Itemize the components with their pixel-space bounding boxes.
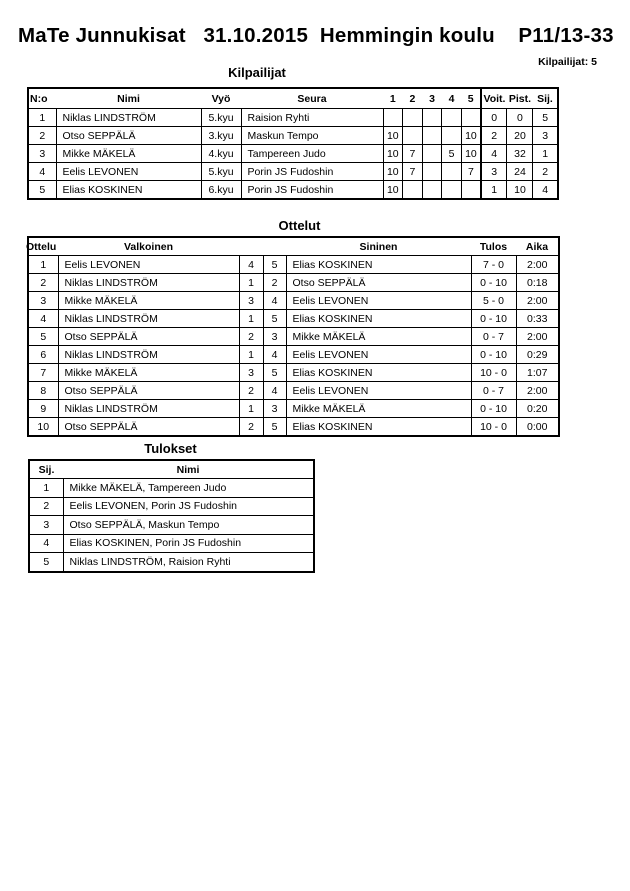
cell-score-4 [442, 109, 462, 127]
match-row [28, 364, 559, 382]
cell-blue-name: Elias KOSKINEN [286, 310, 471, 328]
cell-score-4: 5 [442, 145, 462, 163]
competitor-row [28, 145, 558, 163]
cell-no: 1 [28, 109, 56, 127]
cell-blue-name: Elias KOSKINEN [286, 364, 471, 382]
match-row [28, 292, 559, 310]
cell-white-name: Otso SEPPÄLÄ [58, 382, 239, 400]
cell-match-no: 3 [28, 292, 58, 310]
cell-result: 0 - 10 [471, 400, 516, 418]
cell-points: 0 [507, 109, 533, 127]
cell-time: 1:07 [516, 364, 559, 382]
cell-club: Porin JS Fudoshin [241, 181, 383, 200]
cell-time: 0:33 [516, 310, 559, 328]
cell-club: Maskun Tempo [241, 127, 383, 145]
cell-blue-no: 5 [263, 418, 286, 437]
cell-score-5 [461, 109, 481, 127]
cell-white-name: Niklas LINDSTRÖM [58, 274, 239, 292]
col-header-match-no: Ottelu [28, 237, 58, 256]
cell-white-name: Niklas LINDSTRÖM [58, 310, 239, 328]
result-row [29, 479, 314, 498]
col-header-round-4: 4 [442, 88, 462, 109]
cell-score-3 [422, 127, 442, 145]
cell-points: 24 [507, 163, 533, 181]
cell-score-4 [442, 127, 462, 145]
competitors-header-row [28, 88, 558, 109]
cell-white-name: Otso SEPPÄLÄ [58, 418, 239, 437]
cell-name: Niklas LINDSTRÖM [56, 109, 201, 127]
cell-white-name: Eelis LEVONEN [58, 256, 239, 274]
cell-time: 2:00 [516, 328, 559, 346]
cell-club: Porin JS Fudoshin [241, 163, 383, 181]
results-table [28, 459, 315, 573]
col-header-blue: Sininen [286, 237, 471, 256]
cell-name: Eelis LEVONEN [56, 163, 201, 181]
cell-club: Tampereen Judo [241, 145, 383, 163]
cell-white-no: 1 [239, 400, 263, 418]
cell-blue-name: Eelis LEVONEN [286, 346, 471, 364]
cell-white-no: 1 [239, 274, 263, 292]
col-header-round-3: 3 [422, 88, 442, 109]
cell-points: 10 [507, 181, 533, 200]
cell-white-no: 3 [239, 364, 263, 382]
section-heading-results: Tulokset [144, 441, 197, 456]
cell-name: Mikke MÄKELÄ, Tampereen Judo [63, 479, 314, 498]
competitor-row [28, 109, 558, 127]
cell-score-3 [422, 109, 442, 127]
result-row [29, 553, 314, 572]
cell-result: 0 - 10 [471, 310, 516, 328]
cell-time: 0:00 [516, 418, 559, 437]
cell-match-no: 4 [28, 310, 58, 328]
cell-match-no: 2 [28, 274, 58, 292]
cell-rank: 2 [29, 497, 63, 516]
cell-score-1: 10 [383, 181, 403, 200]
cell-no: 4 [28, 163, 56, 181]
cell-match-no: 9 [28, 400, 58, 418]
competitor-row [28, 127, 558, 145]
cell-belt: 4.kyu [201, 145, 241, 163]
cell-blue-no: 5 [263, 256, 286, 274]
cell-white-no: 3 [239, 292, 263, 310]
col-header-no: N:o [28, 88, 56, 109]
cell-match-no: 1 [28, 256, 58, 274]
col-header-name: Nimi [56, 88, 201, 109]
competitors-count-label: Kilpailijat: 5 [538, 56, 597, 68]
col-header-club: Seura [241, 88, 383, 109]
cell-white-no: 2 [239, 382, 263, 400]
cell-result: 0 - 10 [471, 346, 516, 364]
cell-score-5 [461, 181, 481, 200]
cell-belt: 5.kyu [201, 163, 241, 181]
cell-wins: 2 [481, 127, 507, 145]
col-header-name: Nimi [63, 460, 314, 479]
cell-rank: 2 [533, 163, 558, 181]
cell-rank: 1 [533, 145, 558, 163]
cell-score-3 [422, 163, 442, 181]
cell-score-2: 7 [403, 163, 423, 181]
col-header-belt: Vyö [201, 88, 241, 109]
col-header-white: Valkoinen [58, 237, 239, 256]
cell-wins: 0 [481, 109, 507, 127]
cell-no: 5 [28, 181, 56, 200]
match-row [28, 256, 559, 274]
cell-result: 0 - 7 [471, 328, 516, 346]
cell-score-1: 10 [383, 127, 403, 145]
cell-rank: 3 [533, 127, 558, 145]
cell-match-no: 10 [28, 418, 58, 437]
cell-name: Otso SEPPÄLÄ [56, 127, 201, 145]
cell-white-no: 4 [239, 256, 263, 274]
cell-score-3 [422, 145, 442, 163]
cell-score-4 [442, 163, 462, 181]
cell-match-no: 7 [28, 364, 58, 382]
page-title: MaTe Junnukisat 31.10.2015 Hemmingin koulu P11/13-33 [18, 24, 614, 47]
cell-score-1 [383, 109, 403, 127]
cell-rank: 4 [533, 181, 558, 200]
match-row [28, 418, 559, 437]
cell-wins: 4 [481, 145, 507, 163]
cell-result: 10 - 0 [471, 418, 516, 437]
cell-blue-no: 5 [263, 310, 286, 328]
cell-score-2 [403, 127, 423, 145]
cell-score-2 [403, 181, 423, 200]
cell-points: 20 [507, 127, 533, 145]
cell-white-no: 1 [239, 310, 263, 328]
cell-white-name: Mikke MÄKELÄ [58, 292, 239, 310]
col-header-white-no [239, 237, 263, 256]
cell-no: 3 [28, 145, 56, 163]
cell-rank: 3 [29, 516, 63, 535]
match-row [28, 328, 559, 346]
cell-blue-name: Otso SEPPÄLÄ [286, 274, 471, 292]
cell-belt: 6.kyu [201, 181, 241, 200]
cell-name: Otso SEPPÄLÄ, Maskun Tempo [63, 516, 314, 535]
cell-blue-name: Mikke MÄKELÄ [286, 400, 471, 418]
cell-time: 0:20 [516, 400, 559, 418]
cell-blue-name: Eelis LEVONEN [286, 292, 471, 310]
col-header-points: Pist. [507, 88, 533, 109]
cell-score-2: 7 [403, 145, 423, 163]
cell-blue-no: 4 [263, 382, 286, 400]
matches-header-row [28, 237, 559, 256]
cell-blue-no: 5 [263, 364, 286, 382]
competitor-row [28, 163, 558, 181]
cell-rank: 1 [29, 479, 63, 498]
matches-table [27, 236, 560, 437]
cell-time: 0:29 [516, 346, 559, 364]
cell-wins: 3 [481, 163, 507, 181]
competitor-row [28, 181, 558, 200]
cell-white-no: 2 [239, 328, 263, 346]
cell-white-no: 2 [239, 418, 263, 437]
col-header-rank: Sij. [533, 88, 558, 109]
cell-white-name: Niklas LINDSTRÖM [58, 346, 239, 364]
match-row [28, 382, 559, 400]
cell-blue-name: Elias KOSKINEN [286, 418, 471, 437]
col-header-blue-no [263, 237, 286, 256]
section-heading-matches: Ottelut [278, 218, 321, 233]
result-row [29, 534, 314, 553]
cell-name: Eelis LEVONEN, Porin JS Fudoshin [63, 497, 314, 516]
col-header-wins: Voit. [481, 88, 507, 109]
cell-blue-no: 4 [263, 292, 286, 310]
cell-result: 10 - 0 [471, 364, 516, 382]
cell-belt: 5.kyu [201, 109, 241, 127]
match-row [28, 274, 559, 292]
cell-time: 2:00 [516, 292, 559, 310]
cell-blue-no: 3 [263, 400, 286, 418]
cell-blue-no: 4 [263, 346, 286, 364]
cell-score-5: 10 [461, 145, 481, 163]
cell-points: 32 [507, 145, 533, 163]
match-row [28, 400, 559, 418]
results-header-row [29, 460, 314, 479]
cell-result: 5 - 0 [471, 292, 516, 310]
cell-white-no: 1 [239, 346, 263, 364]
cell-rank: 5 [533, 109, 558, 127]
cell-blue-name: Eelis LEVONEN [286, 382, 471, 400]
cell-blue-no: 3 [263, 328, 286, 346]
cell-no: 2 [28, 127, 56, 145]
col-header-round-1: 1 [383, 88, 403, 109]
result-row [29, 497, 314, 516]
cell-score-2 [403, 109, 423, 127]
cell-result: 7 - 0 [471, 256, 516, 274]
cell-score-5: 10 [461, 127, 481, 145]
cell-rank: 5 [29, 553, 63, 572]
cell-name: Niklas LINDSTRÖM, Raision Ryhti [63, 553, 314, 572]
cell-time: 2:00 [516, 382, 559, 400]
cell-white-name: Niklas LINDSTRÖM [58, 400, 239, 418]
col-header-round-5: 5 [461, 88, 481, 109]
cell-name: Mikke MÄKELÄ [56, 145, 201, 163]
cell-score-1: 10 [383, 145, 403, 163]
cell-name: Elias KOSKINEN, Porin JS Fudoshin [63, 534, 314, 553]
cell-time: 2:00 [516, 256, 559, 274]
cell-wins: 1 [481, 181, 507, 200]
cell-blue-name: Mikke MÄKELÄ [286, 328, 471, 346]
cell-match-no: 8 [28, 382, 58, 400]
cell-score-1: 10 [383, 163, 403, 181]
cell-score-3 [422, 181, 442, 200]
cell-rank: 4 [29, 534, 63, 553]
cell-name: Elias KOSKINEN [56, 181, 201, 200]
col-header-time: Aika [516, 237, 559, 256]
competitors-table [27, 87, 559, 200]
cell-result: 0 - 10 [471, 274, 516, 292]
cell-blue-name: Elias KOSKINEN [286, 256, 471, 274]
cell-white-name: Otso SEPPÄLÄ [58, 328, 239, 346]
col-header-round-2: 2 [403, 88, 423, 109]
cell-score-4 [442, 181, 462, 200]
cell-time: 0:18 [516, 274, 559, 292]
match-row [28, 310, 559, 328]
cell-result: 0 - 7 [471, 382, 516, 400]
cell-match-no: 6 [28, 346, 58, 364]
cell-match-no: 5 [28, 328, 58, 346]
result-row [29, 516, 314, 535]
cell-blue-no: 2 [263, 274, 286, 292]
col-header-rank: Sij. [29, 460, 63, 479]
match-row [28, 346, 559, 364]
cell-white-name: Mikke MÄKELÄ [58, 364, 239, 382]
section-heading-competitors: Kilpailijat [228, 65, 286, 80]
cell-score-5: 7 [461, 163, 481, 181]
cell-belt: 3.kyu [201, 127, 241, 145]
cell-club: Raision Ryhti [241, 109, 383, 127]
col-header-result: Tulos [471, 237, 516, 256]
